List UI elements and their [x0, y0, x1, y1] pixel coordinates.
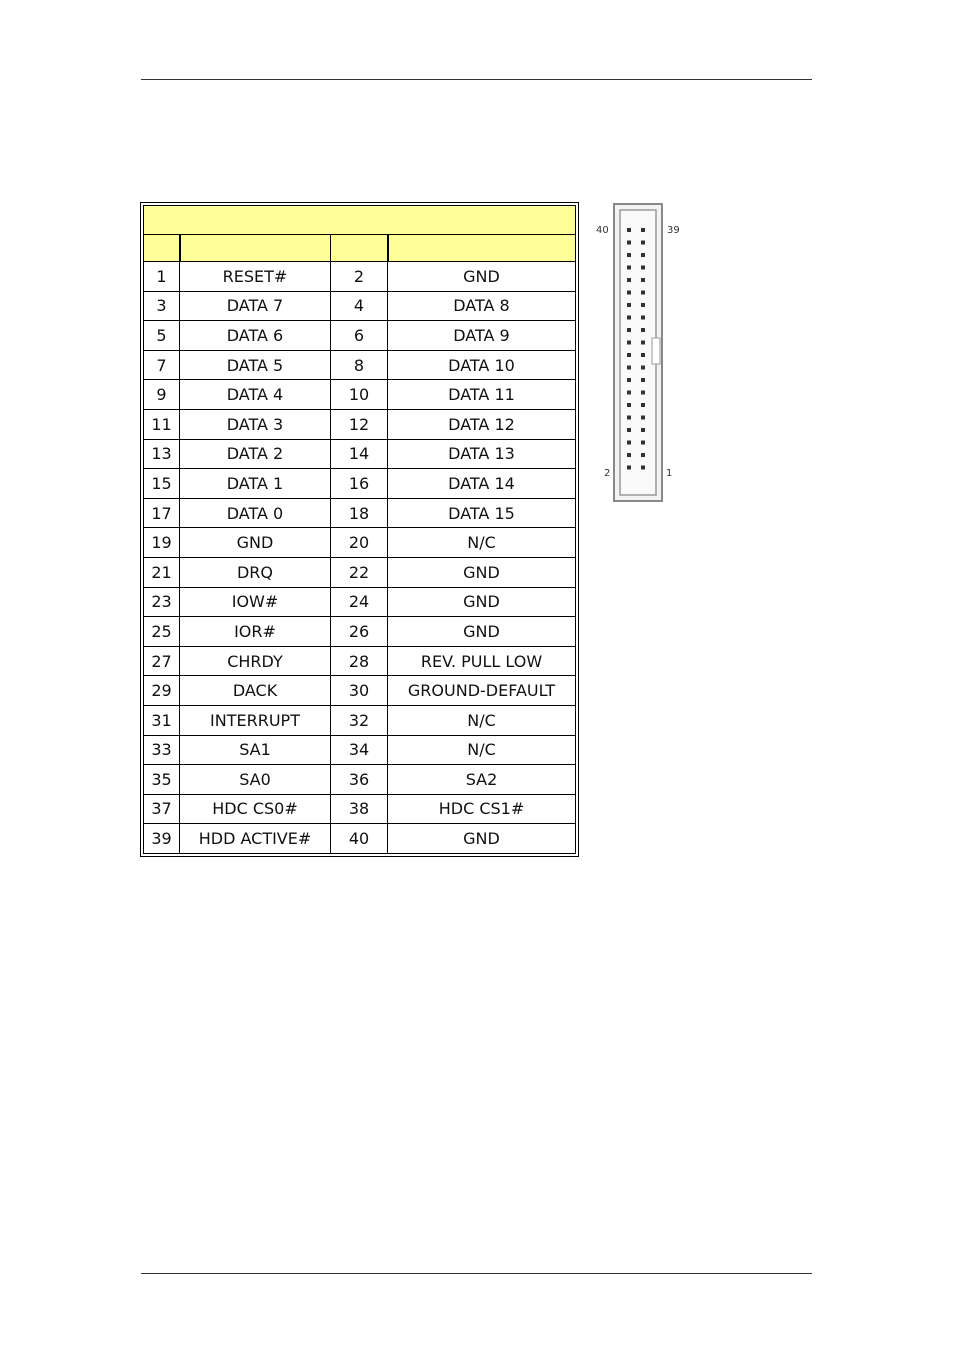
- pin-odd-cell: 29: [144, 676, 180, 706]
- connector-pin: [641, 466, 645, 470]
- table-row: [144, 617, 576, 647]
- pin-odd-cell: 11: [144, 409, 180, 439]
- connector-pin: [627, 253, 631, 257]
- signal-even-cell: GND: [388, 617, 576, 647]
- signal-even-cell: DATA 11: [388, 380, 576, 410]
- pin-odd-cell: 37: [144, 794, 180, 824]
- table-row: [144, 735, 576, 765]
- pin-even-cell: 14: [331, 439, 388, 469]
- table-row: [144, 321, 576, 351]
- signal-odd-cell: DACK: [180, 676, 331, 706]
- connector-pin: [627, 466, 631, 470]
- connector-pin: [641, 228, 645, 232]
- connector-pin: [641, 441, 645, 445]
- connector-pin: [627, 353, 631, 357]
- connector-pin: [627, 328, 631, 332]
- signal-odd-cell: DATA 7: [180, 291, 331, 321]
- connector-pin: [627, 416, 631, 420]
- connector-pin: [641, 416, 645, 420]
- connector-pin: [627, 316, 631, 320]
- connector-pin: [641, 278, 645, 282]
- signal-even-cell: SA2: [388, 765, 576, 795]
- connector-pin: [641, 366, 645, 370]
- pin-odd-cell: 17: [144, 498, 180, 528]
- signal-even-cell: DATA 10: [388, 350, 576, 380]
- table-row: [144, 498, 576, 528]
- signal-even-cell: DATA 12: [388, 409, 576, 439]
- pin-even-cell: 34: [331, 735, 388, 765]
- signal-odd-cell: IOR#: [180, 617, 331, 647]
- header-pin-odd: [144, 235, 180, 262]
- connector-pin: [627, 241, 631, 245]
- table-row: [144, 439, 576, 469]
- pin-odd-cell: 23: [144, 587, 180, 617]
- signal-odd-cell: DATA 5: [180, 350, 331, 380]
- ide-connector-diagram: [596, 200, 686, 506]
- table-row: [144, 646, 576, 676]
- pin-even-cell: 8: [331, 350, 388, 380]
- connector-pin: [641, 291, 645, 295]
- signal-odd-cell: DATA 3: [180, 409, 331, 439]
- table-row: [144, 824, 576, 854]
- connector-pin: [627, 403, 631, 407]
- table-row: [144, 705, 576, 735]
- pin-odd-cell: 25: [144, 617, 180, 647]
- pin-odd-cell: 9: [144, 380, 180, 410]
- pin-even-cell: 28: [331, 646, 388, 676]
- signal-even-cell: GND: [388, 824, 576, 854]
- table-title: [144, 206, 576, 235]
- signal-odd-cell: DATA 6: [180, 321, 331, 351]
- connector-pin: [627, 428, 631, 432]
- connector-pin: [641, 341, 645, 345]
- pin-odd-cell: 13: [144, 439, 180, 469]
- signal-odd-cell: SA1: [180, 735, 331, 765]
- signal-even-cell: DATA 14: [388, 469, 576, 499]
- connector-pin: [641, 266, 645, 270]
- connector-label-1: 1: [666, 468, 673, 479]
- connector-pin: [627, 366, 631, 370]
- pin-odd-cell: 3: [144, 291, 180, 321]
- connector-pin: [627, 278, 631, 282]
- pin-even-cell: 32: [331, 705, 388, 735]
- signal-odd-cell: INTERRUPT: [180, 705, 331, 735]
- table-row: [144, 291, 576, 321]
- connector-label-40: 40: [596, 225, 609, 236]
- table-row: [144, 350, 576, 380]
- connector-pin: [641, 241, 645, 245]
- connector-pin: [627, 378, 631, 382]
- table-row: [144, 794, 576, 824]
- connector-pin: [641, 428, 645, 432]
- pin-odd-cell: 33: [144, 735, 180, 765]
- pin-even-cell: 24: [331, 587, 388, 617]
- pin-odd-cell: 15: [144, 469, 180, 499]
- connector-outline: [596, 200, 686, 506]
- signal-odd-cell: DATA 0: [180, 498, 331, 528]
- connector-pin: [641, 378, 645, 382]
- pin-odd-cell: 19: [144, 528, 180, 558]
- pin-odd-cell: 39: [144, 824, 180, 854]
- header-signal-even: [388, 235, 576, 262]
- table-row: [144, 409, 576, 439]
- table-row: [144, 557, 576, 587]
- connector-pin: [627, 291, 631, 295]
- pin-even-cell: 16: [331, 469, 388, 499]
- table-row: [144, 765, 576, 795]
- connector-pin: [627, 341, 631, 345]
- signal-even-cell: N/C: [388, 528, 576, 558]
- header-pin-even: [331, 235, 388, 262]
- table-row: [144, 528, 576, 558]
- connector-pin: [627, 441, 631, 445]
- pin-even-cell: 36: [331, 765, 388, 795]
- signal-odd-cell: RESET#: [180, 262, 331, 292]
- pin-even-cell: 4: [331, 291, 388, 321]
- pin-even-cell: 38: [331, 794, 388, 824]
- table-row: [144, 676, 576, 706]
- signal-even-cell: N/C: [388, 705, 576, 735]
- pin-odd-cell: 1: [144, 262, 180, 292]
- connector-label-39: 39: [667, 225, 680, 236]
- connector-label-2: 2: [604, 468, 611, 479]
- connector-pin: [641, 328, 645, 332]
- pin-even-cell: 26: [331, 617, 388, 647]
- pin-odd-cell: 21: [144, 557, 180, 587]
- pin-even-cell: 12: [331, 409, 388, 439]
- signal-even-cell: GND: [388, 587, 576, 617]
- signal-odd-cell: DATA 2: [180, 439, 331, 469]
- connector-pin: [627, 391, 631, 395]
- table-row: [144, 469, 576, 499]
- table-row: [144, 587, 576, 617]
- pin-odd-cell: 5: [144, 321, 180, 351]
- signal-even-cell: DATA 13: [388, 439, 576, 469]
- signal-odd-cell: DATA 1: [180, 469, 331, 499]
- pin-even-cell: 2: [331, 262, 388, 292]
- connector-pin: [627, 228, 631, 232]
- table-row: [144, 380, 576, 410]
- pin-even-cell: 6: [331, 321, 388, 351]
- table-header-row: [144, 235, 576, 262]
- signal-even-cell: GROUND-DEFAULT: [388, 676, 576, 706]
- connector-pin: [641, 403, 645, 407]
- connector-pin: [641, 253, 645, 257]
- pin-even-cell: 40: [331, 824, 388, 854]
- signal-odd-cell: CHRDY: [180, 646, 331, 676]
- signal-even-cell: DATA 8: [388, 291, 576, 321]
- signal-even-cell: GND: [388, 262, 576, 292]
- table-row: [144, 262, 576, 292]
- header-rule: [141, 79, 812, 80]
- connector-pin: [641, 391, 645, 395]
- signal-odd-cell: HDC CS0#: [180, 794, 331, 824]
- signal-odd-cell: HDD ACTIVE#: [180, 824, 331, 854]
- signal-odd-cell: GND: [180, 528, 331, 558]
- pin-even-cell: 22: [331, 557, 388, 587]
- signal-odd-cell: SA0: [180, 765, 331, 795]
- connector-pin: [641, 303, 645, 307]
- signal-even-cell: N/C: [388, 735, 576, 765]
- pin-even-cell: 18: [331, 498, 388, 528]
- pin-odd-cell: 31: [144, 705, 180, 735]
- pin-even-cell: 20: [331, 528, 388, 558]
- pin-odd-cell: 27: [144, 646, 180, 676]
- signal-even-cell: HDC CS1#: [388, 794, 576, 824]
- header-signal-odd: [180, 235, 331, 262]
- pin-odd-cell: 7: [144, 350, 180, 380]
- pin-odd-cell: 35: [144, 765, 180, 795]
- signal-even-cell: DATA 9: [388, 321, 576, 351]
- connector-pin: [641, 453, 645, 457]
- connector-pin: [627, 303, 631, 307]
- connector-pin: [641, 353, 645, 357]
- signal-even-cell: GND: [388, 557, 576, 587]
- connector-pin: [641, 316, 645, 320]
- signal-even-cell: DATA 15: [388, 498, 576, 528]
- footer-rule: [141, 1273, 812, 1274]
- signal-odd-cell: IOW#: [180, 587, 331, 617]
- signal-odd-cell: DATA 4: [180, 380, 331, 410]
- connector-pin: [627, 453, 631, 457]
- pin-even-cell: 10: [331, 380, 388, 410]
- signal-even-cell: REV. PULL LOW: [388, 646, 576, 676]
- pin-even-cell: 30: [331, 676, 388, 706]
- connector-pin: [627, 266, 631, 270]
- signal-odd-cell: DRQ: [180, 557, 331, 587]
- pin-assignment-table: [140, 202, 579, 857]
